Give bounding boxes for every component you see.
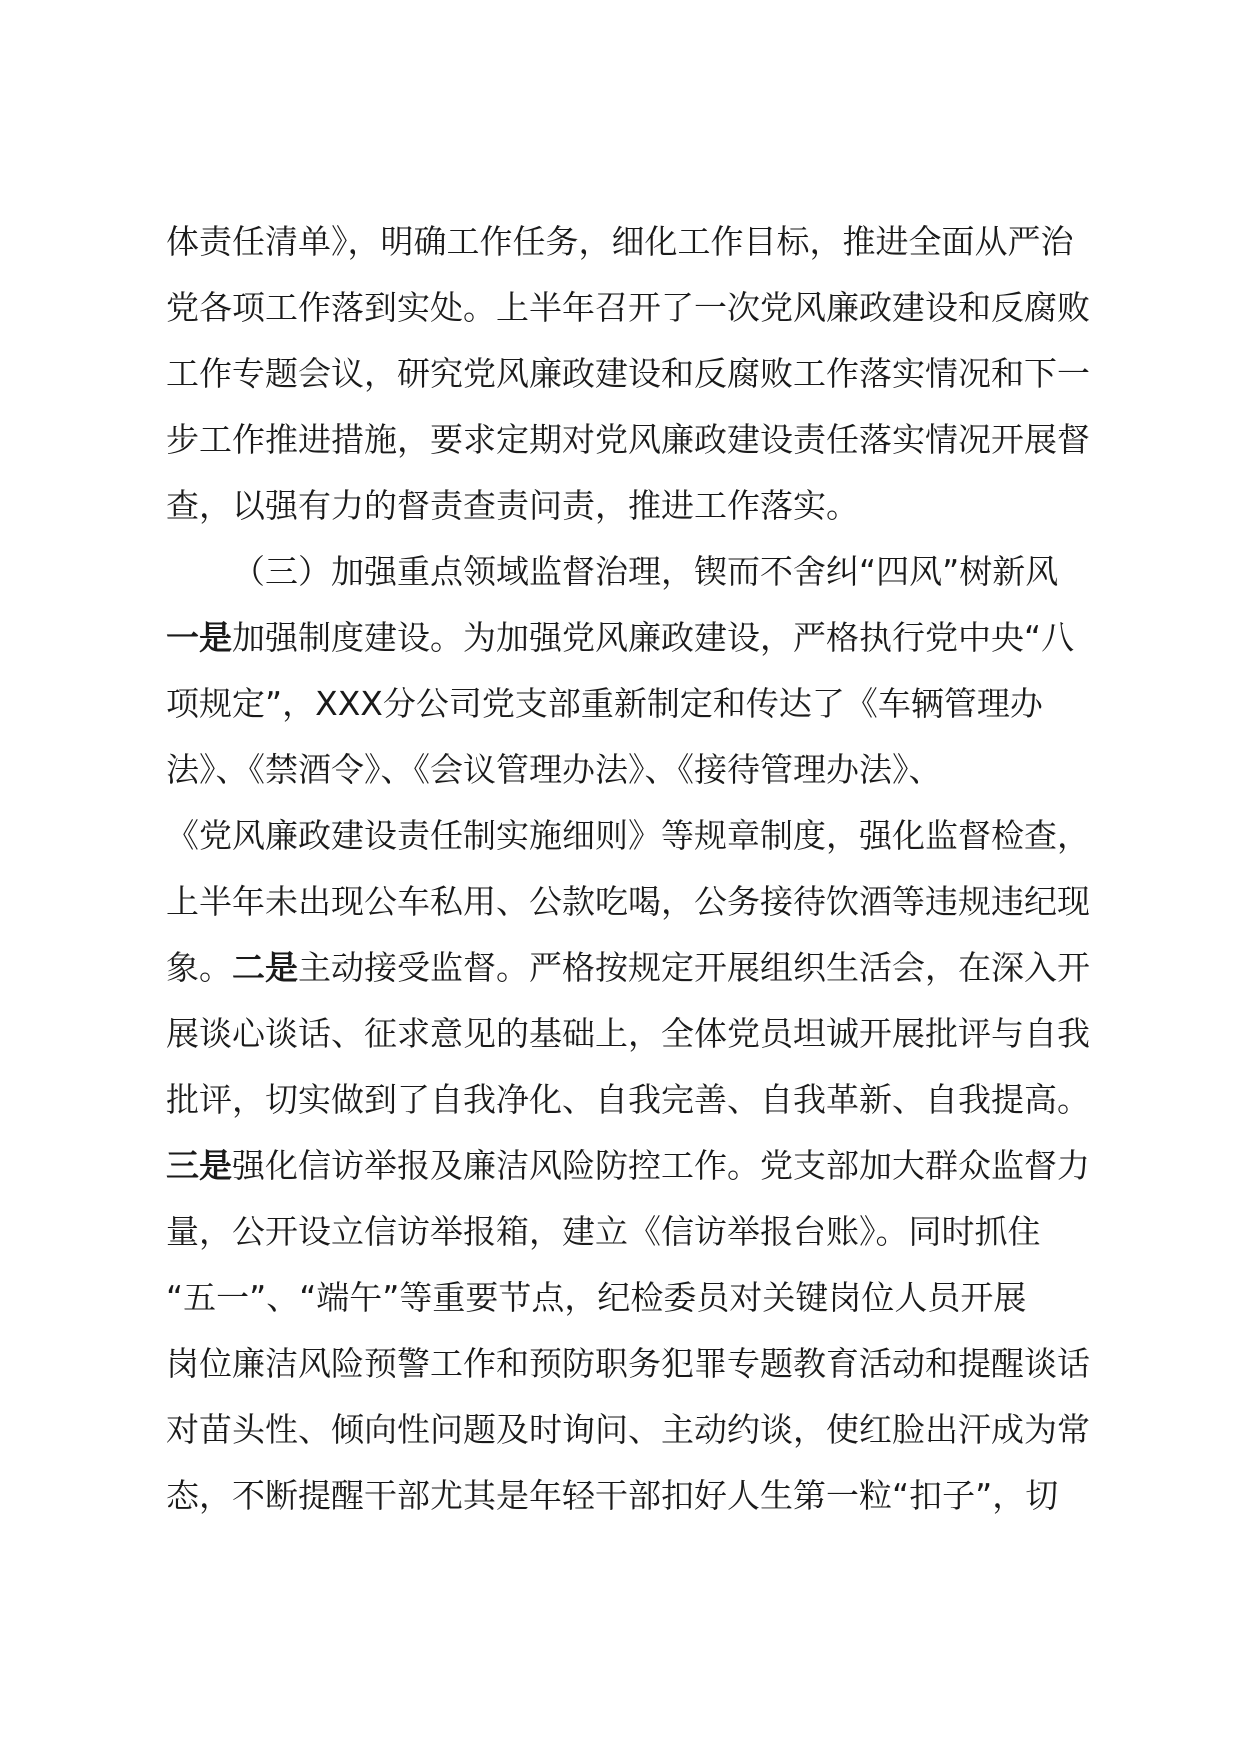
- text-line: [166, 1133, 1096, 1199]
- text-line: [166, 407, 1096, 473]
- text-line: [166, 1199, 1096, 1265]
- text-segment: 《党风廉政建设责任制实施细则》等规章制度，强化监督检查，: [166, 816, 1090, 855]
- text-segment: 对苗头性、倾向性问题及时询问、主动约谈，使红脸出汗成为常: [166, 1410, 1090, 1449]
- text-line: [166, 1067, 1096, 1133]
- text-segment: 态，不断提醒干部尤其是年轻干部扣好人生第一粒“扣子”，切: [166, 1476, 1059, 1515]
- text-line: [166, 275, 1096, 341]
- text-segment: 法》、《禁酒令》、《会议管理办法》、《接待管理办法》、: [166, 750, 942, 789]
- text-segment: 主动接受监督。严格按规定开展组织生活会，在深入开: [298, 948, 1090, 987]
- text-segment: 批评，切实做到了自我净化、自我完善、自我革新、自我提高。: [166, 1080, 1090, 1119]
- text-segment: 加强制度建设。为加强党风廉政建设，严格执行党中央“八: [232, 618, 1075, 657]
- text-segment: 查，以强有力的督责查责问责，推进工作落实。: [166, 486, 859, 525]
- text-line: [166, 737, 1096, 803]
- document-body: [166, 209, 1096, 1529]
- text-line: [166, 869, 1096, 935]
- text-line-content: [166, 605, 1074, 671]
- text-segment: 岗位廉洁风险预警工作和预防职务犯罪专题教育活动和提醒谈话: [166, 1344, 1090, 1383]
- text-segment: 党各项工作落到实处。上半年召开了一次党风廉政建设和反腐败: [166, 288, 1090, 327]
- section-heading-text: （三）加强重点领域监督治理，锲而不舍纠“四风”树新风: [232, 552, 1059, 591]
- text-segment: 强化信访举报及廉洁风险防控工作。党支部加大群众监督力: [232, 1146, 1090, 1185]
- text-segment: 工作专题会议，研究党风廉政建设和反腐败工作落实情况和下一: [166, 354, 1090, 393]
- bold-lead: 一是: [166, 618, 232, 657]
- bold-lead: 二是: [232, 948, 298, 987]
- text-line: [166, 209, 1096, 275]
- text-segment: 项规定”，XXX分公司党支部重新制定和传达了《车辆管理办: [166, 684, 1043, 723]
- text-line: [166, 671, 1096, 737]
- text-line: [166, 605, 1096, 671]
- text-line-content: [166, 1133, 1090, 1199]
- text-segment: 体责任清单》，明确工作任务，细化工作目标，推进全面从严治: [166, 222, 1074, 261]
- text-line: [166, 473, 1096, 539]
- text-segment: “五一”、“端午”等重要节点，纪检委员对关键岗位人员开展: [166, 1278, 1027, 1317]
- text-segment: 步工作推进措施，要求定期对党风廉政建设责任落实情况开展督: [166, 420, 1090, 459]
- text-line-content: [166, 935, 1090, 1001]
- text-line: [166, 1463, 1096, 1529]
- text-line: [166, 341, 1096, 407]
- text-line: [166, 1265, 1096, 1331]
- text-segment: 上半年未出现公车私用、公款吃喝，公务接待饮酒等违规违纪现: [166, 882, 1090, 921]
- text-line: [166, 803, 1096, 869]
- text-line: [166, 935, 1096, 1001]
- bold-lead: 三是: [166, 1146, 232, 1185]
- text-segment: 量，公开设立信访举报箱，建立《信访举报台账》。同时抓住: [166, 1212, 1041, 1251]
- text-segment: 展谈心谈话、征求意见的基础上，全体党员坦诚开展批评与自我: [166, 1014, 1090, 1053]
- text-line: [166, 1331, 1096, 1397]
- section-heading: [166, 539, 1096, 605]
- text-line: [166, 1397, 1096, 1463]
- text-segment: 象。: [166, 948, 232, 987]
- text-line: [166, 1001, 1096, 1067]
